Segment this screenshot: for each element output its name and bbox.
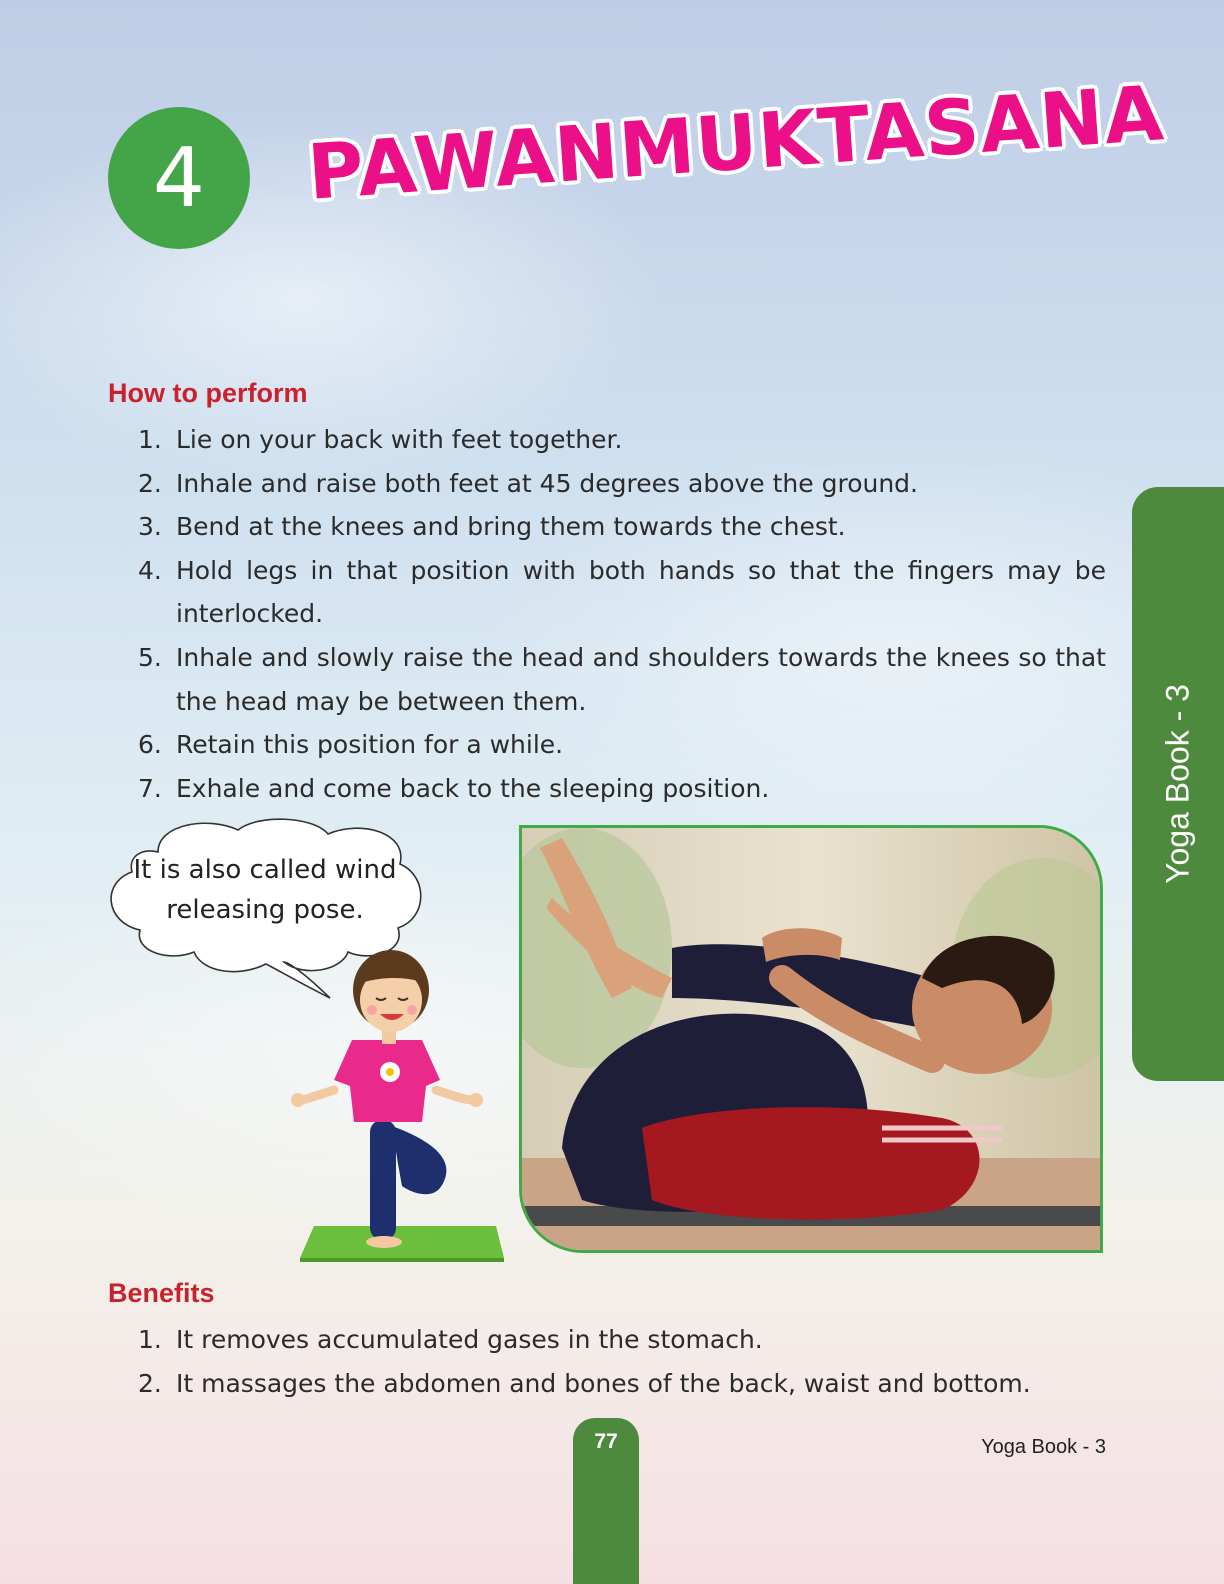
- benefits-list: [138, 1318, 1106, 1405]
- page-number-tab: [573, 1418, 639, 1584]
- list-item: 2. Inhale and raise both feet at 45 degrees above the ground.: [138, 468, 918, 498]
- side-tab: [1132, 487, 1224, 1081]
- bubble-line-2: releasing pose.: [166, 895, 364, 925]
- chapter-number-badge: [108, 107, 250, 249]
- chapter-number: 4: [152, 130, 206, 226]
- list-item: 1. Lie on your back with feet together.: [138, 425, 623, 454]
- side-tab-label: Yoga Book - 3: [1159, 684, 1196, 884]
- pawanmuktasana-photo-icon: [522, 828, 1100, 1250]
- list-item: 5. Inhale and slowly raise the head and shoulders towards the knees so that the head may be between them.: [138, 642, 1106, 716]
- pose-photo: [519, 825, 1103, 1253]
- page-number: 77: [594, 1430, 618, 1453]
- list-item: 7. Exhale and come back to the sleeping position.: [138, 773, 770, 803]
- benefits-heading: Benefits: [108, 1278, 215, 1308]
- steps-list: [138, 418, 1106, 810]
- list-item: 3. Bend at the knees and bring them towards the chest.: [138, 512, 846, 542]
- footer-book-label: Yoga Book - 3: [981, 1436, 1106, 1458]
- list-item: 4. Hold legs in that position with both hands so that the fingers may be interlocked.: [138, 555, 1106, 629]
- list-item: 2. It massages the abdomen and bones of the back, waist and bottom.: [138, 1368, 1031, 1398]
- list-item: 1. It removes accumulated gases in the stomach.: [138, 1325, 763, 1354]
- page-title: PAWANMUKTASANA: [304, 68, 1167, 217]
- list-item: 6. Retain this position for a while.: [138, 730, 564, 760]
- how-to-perform-heading: How to perform: [108, 378, 308, 408]
- bubble-line-1: It is also called wind: [133, 855, 397, 885]
- girl-yoga-illustration: [270, 950, 504, 1262]
